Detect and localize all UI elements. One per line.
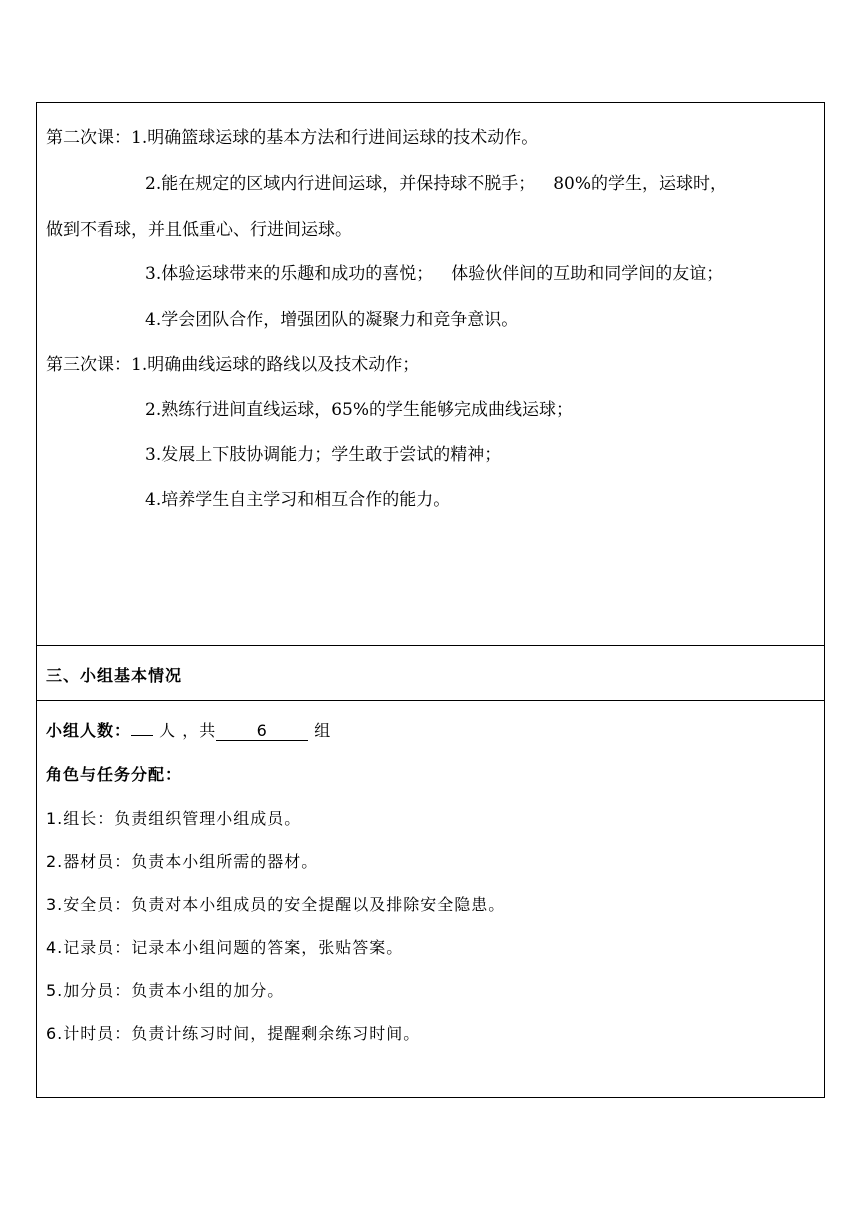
role-item: 6.计时员：负责计练习时间，提醒剩余练习时间。 — [46, 1024, 421, 1043]
role-item: 1.组长：负责组织管理小组成员。 — [46, 809, 302, 828]
lesson-plan-table — [36, 102, 825, 1098]
group-count-label: 小组人数： — [46, 721, 132, 740]
lesson2-item3-text-b: 体验伙伴间的互助和同学间的友谊； — [451, 264, 724, 284]
lesson3-item4: 4.培养学生自主学习和相互合作的能力。 — [145, 490, 451, 510]
group-heading-cell — [37, 645, 824, 701]
roles-heading: 角色与任务分配： — [46, 765, 183, 784]
role-item: 4.记录员：记录本小组问题的答案，张贴答案。 — [46, 938, 404, 957]
lesson2-item4: 4.学会团队合作，增强团队的凝聚力和竞争意识。 — [145, 310, 519, 330]
role-item: 3.安全员：负责对本小组成员的安全提醒以及排除安全隐患。 — [46, 895, 506, 914]
group-count-suffix: 组 — [314, 721, 332, 740]
lesson2-item3 — [145, 263, 723, 285]
lesson3-line1 — [46, 354, 419, 376]
section-heading: 三、小组基本情况 — [46, 666, 183, 685]
lesson3-item2: 2.熟练行进间直线运球，65%的学生能够完成曲线运球； — [145, 400, 574, 420]
lesson2-item2-cont: 做到不看球，并且低重心、行进间运球。 — [46, 220, 352, 240]
lesson2-prefix: 第二次课： — [46, 128, 131, 148]
group-count-line — [46, 720, 331, 742]
role-item: 5.加分员：负责本小组的加分。 — [46, 981, 285, 1000]
lesson3-item3: 3.发展上下肢协调能力；学生敢于尝试的精神； — [145, 445, 502, 465]
group-count-unit: 人 ，共 — [159, 721, 217, 740]
lesson2-item1: 1.明确篮球运球的基本方法和行进间运球的技术动作。 — [131, 128, 539, 148]
lesson3-prefix: 第三次课： — [46, 355, 131, 375]
objectives-cell — [37, 103, 824, 646]
lesson3-item1: 1.明确曲线运球的路线以及技术动作； — [131, 355, 420, 375]
lesson2-item2-text-a: 2.能在规定的区域内行进间运球，并保持球不脱手； — [145, 174, 536, 194]
role-item: 2.器材员：负责本小组所需的器材。 — [46, 852, 319, 871]
lesson2-item2 — [145, 173, 727, 195]
group-info-cell — [37, 700, 824, 1097]
group-count-value: 6 — [216, 722, 308, 741]
lesson2-line1 — [46, 127, 538, 149]
members-blank — [131, 735, 153, 736]
lesson2-item2-text-b: 80%的学生，运球时， — [553, 174, 728, 194]
lesson2-item3-text-a: 3.体验运球带来的乐趣和成功的喜悦； — [145, 264, 434, 284]
